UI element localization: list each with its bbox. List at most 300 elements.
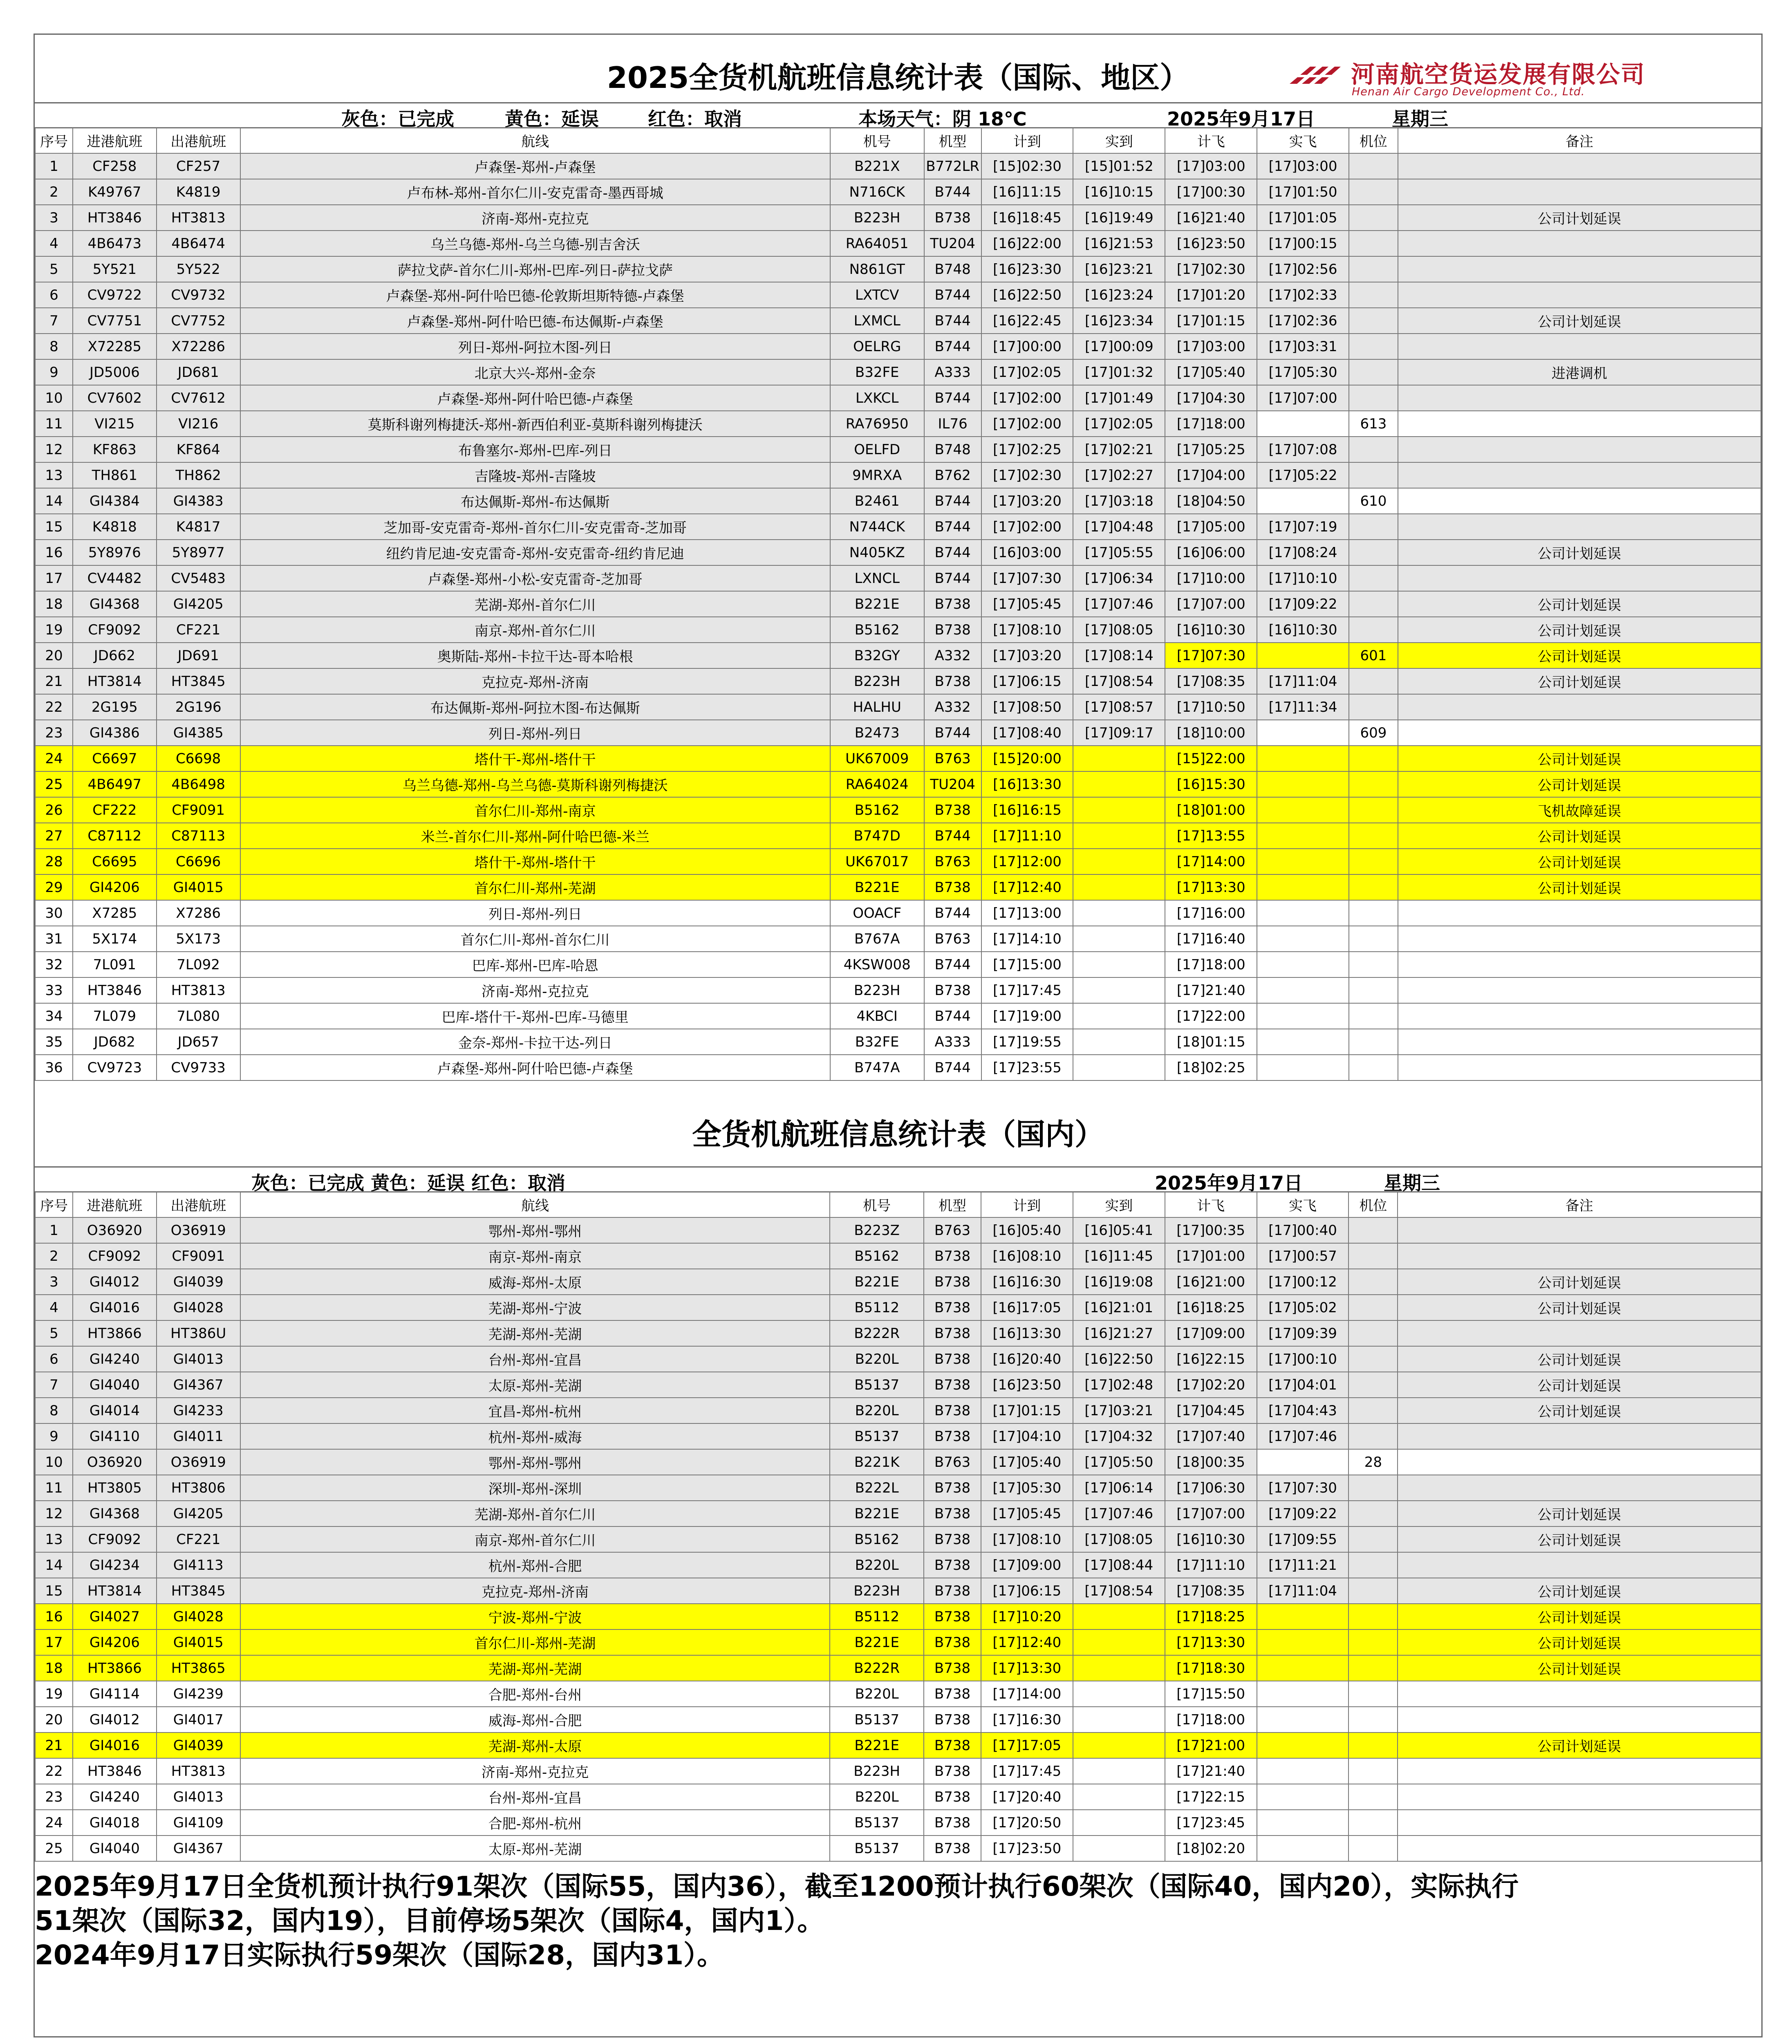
cell-aircraft-type: B744 bbox=[924, 565, 981, 591]
cell-sched-departure: [17]03:00 bbox=[1165, 153, 1257, 179]
column-header-sched-arrival: 计到 bbox=[981, 1192, 1073, 1217]
cell-seq: 16 bbox=[35, 540, 73, 565]
cell-route: 济南-郑州-克拉克 bbox=[240, 205, 830, 231]
cell-route: 奥斯陆-郑州-卡拉干达-哥本哈根 bbox=[240, 643, 830, 668]
cell-registration: B32FE bbox=[830, 359, 924, 385]
cell-actual-arrival bbox=[1073, 1784, 1165, 1810]
cell-registration: B767A bbox=[830, 926, 924, 952]
cell-remark bbox=[1398, 462, 1761, 488]
cell-actual-arrival bbox=[1073, 1029, 1165, 1055]
cell-actual-departure: [17]05:02 bbox=[1257, 1295, 1349, 1320]
company-logo bbox=[1286, 52, 1694, 101]
cell-outbound-flight: GI4011 bbox=[157, 1423, 240, 1449]
cell-seq: 3 bbox=[35, 1269, 73, 1295]
domestic-legend: 灰色：已完成 黄色：延误 红色：取消 bbox=[251, 1172, 566, 1194]
column-header-registration: 机号 bbox=[830, 1192, 924, 1217]
cell-actual-departure: [17]02:56 bbox=[1257, 256, 1349, 282]
cell-seq: 13 bbox=[35, 1526, 73, 1552]
cell-aircraft-type: B748 bbox=[924, 256, 981, 282]
cell-stand bbox=[1348, 1346, 1398, 1372]
cell-remark bbox=[1398, 1552, 1761, 1578]
cell-actual-departure bbox=[1257, 1629, 1349, 1655]
cell-stand bbox=[1348, 1655, 1398, 1681]
cell-sched-arrival: [17]12:40 bbox=[981, 874, 1073, 900]
cell-sched-departure: [16]10:30 bbox=[1165, 1526, 1257, 1552]
cell-seq: 36 bbox=[35, 1055, 73, 1080]
cell-sched-arrival: [16]20:40 bbox=[981, 1346, 1073, 1372]
cell-stand bbox=[1348, 1784, 1398, 1810]
cell-registration: B220L bbox=[830, 1398, 924, 1423]
cell-sched-departure: [17]01:20 bbox=[1165, 282, 1257, 308]
report-date: 2025年9月17日 bbox=[1167, 108, 1315, 130]
cell-sched-departure: [16]23:50 bbox=[1165, 231, 1257, 256]
domestic-flight-row bbox=[35, 1295, 1761, 1320]
cell-aircraft-type: B744 bbox=[924, 952, 981, 977]
cell-sched-arrival: [17]20:50 bbox=[981, 1810, 1073, 1836]
cell-seq: 15 bbox=[35, 1578, 73, 1604]
domestic-flight-table bbox=[35, 1191, 1761, 1862]
cell-actual-arrival bbox=[1073, 926, 1165, 952]
cell-seq: 2 bbox=[35, 1243, 73, 1269]
cell-sched-arrival: [16]22:00 bbox=[981, 231, 1073, 256]
cell-route: 威海-郑州-太原 bbox=[240, 1269, 830, 1295]
cell-stand bbox=[1349, 668, 1398, 694]
cell-remark: 公司计划延误 bbox=[1398, 1346, 1761, 1372]
cell-seq: 20 bbox=[35, 643, 73, 668]
cell-aircraft-type: B738 bbox=[924, 1836, 981, 1861]
cell-stand bbox=[1349, 797, 1398, 823]
cell-registration: HALHU bbox=[830, 694, 924, 720]
column-header-inbound-flight: 进港航班 bbox=[73, 1192, 157, 1217]
cell-sched-arrival: [17]05:40 bbox=[981, 1449, 1073, 1475]
cell-actual-departure: [17]04:43 bbox=[1257, 1398, 1349, 1423]
intl-flight-row bbox=[35, 797, 1761, 823]
cell-stand bbox=[1349, 205, 1398, 231]
domestic-flight-row bbox=[35, 1449, 1761, 1475]
cell-seq: 6 bbox=[35, 282, 73, 308]
cell-inbound-flight: VI215 bbox=[73, 411, 157, 437]
cell-inbound-flight: HT3814 bbox=[73, 1578, 157, 1604]
cell-actual-arrival bbox=[1073, 1604, 1165, 1629]
cell-actual-arrival: [17]04:32 bbox=[1073, 1423, 1165, 1449]
cell-outbound-flight: HT3813 bbox=[157, 977, 240, 1003]
cell-seq: 5 bbox=[35, 256, 73, 282]
column-header-outbound-flight: 出港航班 bbox=[157, 1192, 240, 1217]
cell-route: 纽约肯尼迪-安克雷奇-郑州-安克雷奇-纽约肯尼迪 bbox=[240, 540, 830, 565]
cell-sched-arrival: [17]00:00 bbox=[981, 334, 1073, 359]
cell-registration: LXNCL bbox=[830, 565, 924, 591]
cell-actual-departure: [17]09:22 bbox=[1257, 1501, 1349, 1526]
cell-inbound-flight: K49767 bbox=[73, 179, 157, 205]
cell-sched-departure: [16]18:25 bbox=[1165, 1295, 1257, 1320]
cell-route: 卢布林-郑州-首尔仁川-安克雷奇-墨西哥城 bbox=[240, 179, 830, 205]
intl-flight-row bbox=[35, 849, 1761, 874]
cell-actual-departure: [17]11:04 bbox=[1257, 1578, 1349, 1604]
cell-route: 卢森堡-郑州-阿什哈巴德-卢森堡 bbox=[240, 385, 830, 411]
cell-aircraft-type: B744 bbox=[924, 308, 981, 334]
cell-stand: 609 bbox=[1349, 720, 1398, 746]
cell-sched-departure: [17]18:00 bbox=[1165, 411, 1257, 437]
cell-stand bbox=[1349, 1055, 1398, 1080]
cell-registration: RA64051 bbox=[830, 231, 924, 256]
column-header-stand: 机位 bbox=[1349, 128, 1398, 153]
cell-aircraft-type: B738 bbox=[924, 1423, 981, 1449]
cell-registration: OELRG bbox=[830, 334, 924, 359]
cell-registration: B2473 bbox=[830, 720, 924, 746]
cell-seq: 25 bbox=[35, 1836, 73, 1861]
cell-stand bbox=[1348, 1578, 1398, 1604]
cell-seq: 31 bbox=[35, 926, 73, 952]
column-header-registration: 机号 bbox=[830, 128, 924, 153]
legend-red: 红色：取消 bbox=[648, 108, 742, 130]
cell-sched-arrival: [17]14:00 bbox=[981, 1681, 1073, 1707]
cell-sched-arrival: [17]17:45 bbox=[981, 1758, 1073, 1784]
cell-remark: 公司计划延误 bbox=[1398, 1398, 1761, 1423]
cell-stand: 610 bbox=[1349, 488, 1398, 514]
intl-legend-row bbox=[35, 102, 1761, 128]
cell-actual-arrival bbox=[1073, 849, 1165, 874]
cell-sched-arrival: [17]17:45 bbox=[981, 977, 1073, 1003]
cell-actual-arrival: [16]23:24 bbox=[1073, 282, 1165, 308]
cell-seq: 10 bbox=[35, 385, 73, 411]
cell-sched-arrival: [17]15:00 bbox=[981, 952, 1073, 977]
cell-sched-arrival: [17]02:25 bbox=[981, 437, 1073, 462]
cell-aircraft-type: B744 bbox=[924, 823, 981, 849]
cell-registration: B223H bbox=[830, 205, 924, 231]
cell-registration: B32FE bbox=[830, 1029, 924, 1055]
cell-actual-arrival: [17]08:54 bbox=[1073, 668, 1165, 694]
cell-seq: 3 bbox=[35, 205, 73, 231]
cell-stand: 613 bbox=[1349, 411, 1398, 437]
domestic-flight-row bbox=[35, 1629, 1761, 1655]
cell-outbound-flight: GI4028 bbox=[157, 1295, 240, 1320]
cell-outbound-flight: CF9091 bbox=[157, 1243, 240, 1269]
cell-remark bbox=[1398, 282, 1761, 308]
domestic-flight-row bbox=[35, 1346, 1761, 1372]
cell-route: 深圳-郑州-深圳 bbox=[240, 1475, 830, 1501]
cell-stand bbox=[1348, 1604, 1398, 1629]
cell-registration: 9MRXA bbox=[830, 462, 924, 488]
cell-actual-arrival bbox=[1073, 874, 1165, 900]
cell-aircraft-type: B738 bbox=[924, 1732, 981, 1758]
cell-sched-arrival: [17]02:00 bbox=[981, 385, 1073, 411]
cell-actual-departure: [17]01:05 bbox=[1257, 205, 1349, 231]
cell-route: 布鲁塞尔-郑州-巴库-列日 bbox=[240, 437, 830, 462]
intl-flight-row bbox=[35, 153, 1761, 179]
cell-route: 卢森堡-郑州-阿什哈巴德-布达佩斯-卢森堡 bbox=[240, 308, 830, 334]
cell-route: 宜昌-郑州-杭州 bbox=[240, 1398, 830, 1423]
summary-line-2: 51架次（国际32，国内19），目前停场5架次（国际4，国内1）。 bbox=[35, 1905, 824, 1936]
cell-remark: 公司计划延误 bbox=[1398, 205, 1761, 231]
cell-sched-arrival: [16]03:00 bbox=[981, 540, 1073, 565]
cell-sched-arrival: [16]18:45 bbox=[981, 205, 1073, 231]
cell-route: 济南-郑州-克拉克 bbox=[240, 1758, 830, 1784]
cell-sched-departure: [17]22:00 bbox=[1165, 1003, 1257, 1029]
cell-inbound-flight: GI4016 bbox=[73, 1732, 157, 1758]
cell-aircraft-type: B738 bbox=[924, 1758, 981, 1784]
cell-actual-departure bbox=[1257, 720, 1349, 746]
cell-actual-arrival: [17]02:48 bbox=[1073, 1372, 1165, 1398]
cell-actual-departure: [16]10:30 bbox=[1257, 617, 1349, 643]
cell-actual-arrival: [17]08:05 bbox=[1073, 617, 1165, 643]
cell-seq: 21 bbox=[35, 668, 73, 694]
domestic-flight-row bbox=[35, 1269, 1761, 1295]
intl-flight-table bbox=[35, 127, 1761, 1081]
intl-flight-row bbox=[35, 900, 1761, 926]
cell-remark bbox=[1398, 977, 1761, 1003]
cell-actual-arrival bbox=[1073, 1707, 1165, 1732]
cell-inbound-flight: X72285 bbox=[73, 334, 157, 359]
cell-outbound-flight: CF257 bbox=[157, 153, 240, 179]
cell-actual-arrival: [17]06:34 bbox=[1073, 565, 1165, 591]
intl-flight-row bbox=[35, 617, 1761, 643]
cell-aircraft-type: B744 bbox=[924, 1055, 981, 1080]
cell-route: 南京-郑州-首尔仁川 bbox=[240, 617, 830, 643]
cell-aircraft-type: B738 bbox=[924, 1784, 981, 1810]
cell-actual-departure bbox=[1257, 1681, 1349, 1707]
cell-sched-departure: [17]02:30 bbox=[1165, 256, 1257, 282]
cell-sched-departure: [16]10:30 bbox=[1165, 617, 1257, 643]
cell-actual-departure bbox=[1257, 900, 1349, 926]
cell-remark bbox=[1398, 256, 1761, 282]
intl-flight-row bbox=[35, 1003, 1761, 1029]
cell-actual-departure bbox=[1257, 1836, 1349, 1861]
cell-stand bbox=[1349, 153, 1398, 179]
cell-aircraft-type: B763 bbox=[924, 849, 981, 874]
cell-inbound-flight: CV7602 bbox=[73, 385, 157, 411]
cell-route: 济南-郑州-克拉克 bbox=[240, 977, 830, 1003]
cell-stand bbox=[1349, 282, 1398, 308]
cell-sched-arrival: [17]11:10 bbox=[981, 823, 1073, 849]
cell-outbound-flight: CV9732 bbox=[157, 282, 240, 308]
cell-actual-departure: [17]05:30 bbox=[1257, 359, 1349, 385]
cell-sched-departure: [17]07:40 bbox=[1165, 1423, 1257, 1449]
cell-registration: B221E bbox=[830, 874, 924, 900]
cell-aircraft-type: B738 bbox=[924, 1810, 981, 1836]
cell-actual-arrival bbox=[1073, 977, 1165, 1003]
cell-remark: 公司计划延误 bbox=[1398, 823, 1761, 849]
cell-actual-arrival bbox=[1073, 771, 1165, 797]
cell-route: 芜湖-郑州-芜湖 bbox=[240, 1655, 830, 1681]
cell-sched-departure: [17]10:50 bbox=[1165, 694, 1257, 720]
cell-remark bbox=[1398, 1836, 1761, 1861]
domestic-flight-row bbox=[35, 1552, 1761, 1578]
cell-remark bbox=[1398, 153, 1761, 179]
cell-seq: 24 bbox=[35, 1810, 73, 1836]
cell-aircraft-type: IL76 bbox=[924, 411, 981, 437]
cell-actual-arrival bbox=[1073, 1681, 1165, 1707]
cell-stand bbox=[1348, 1836, 1398, 1861]
cell-actual-arrival: [17]02:27 bbox=[1073, 462, 1165, 488]
column-header-sched-arrival: 计到 bbox=[981, 128, 1073, 153]
cell-inbound-flight: GI4012 bbox=[73, 1707, 157, 1732]
cell-actual-departure: [17]02:36 bbox=[1257, 308, 1349, 334]
cell-aircraft-type: B738 bbox=[924, 1629, 981, 1655]
cell-sched-departure: [18]10:00 bbox=[1165, 720, 1257, 746]
cell-actual-departure: [17]11:34 bbox=[1257, 694, 1349, 720]
cell-seq: 18 bbox=[35, 591, 73, 617]
cell-outbound-flight: GI4367 bbox=[157, 1372, 240, 1398]
cell-aircraft-type: B738 bbox=[924, 1578, 981, 1604]
cell-sched-departure: [16]21:00 bbox=[1165, 1269, 1257, 1295]
cell-registration: RA76950 bbox=[830, 411, 924, 437]
domestic-title: 全货机航班信息统计表（国内） bbox=[692, 1117, 1104, 1152]
cell-outbound-flight: HT3845 bbox=[157, 668, 240, 694]
domestic-flight-row bbox=[35, 1243, 1761, 1269]
cell-seq: 17 bbox=[35, 565, 73, 591]
cell-actual-departure: [17]03:00 bbox=[1257, 153, 1349, 179]
cell-actual-arrival: [16]23:21 bbox=[1073, 256, 1165, 282]
cell-aircraft-type: B738 bbox=[924, 1398, 981, 1423]
cell-remark: 公司计划延误 bbox=[1398, 591, 1761, 617]
cell-stand bbox=[1349, 926, 1398, 952]
cell-seq: 16 bbox=[35, 1604, 73, 1629]
cell-sched-arrival: [17]10:20 bbox=[981, 1604, 1073, 1629]
cell-sched-arrival: [16]11:15 bbox=[981, 179, 1073, 205]
cell-route: 南京-郑州-南京 bbox=[240, 1243, 830, 1269]
cell-outbound-flight: CF221 bbox=[157, 617, 240, 643]
cell-seq: 12 bbox=[35, 437, 73, 462]
cell-inbound-flight: CF222 bbox=[73, 797, 157, 823]
cell-registration: LXMCL bbox=[830, 308, 924, 334]
cell-seq: 21 bbox=[35, 1732, 73, 1758]
cell-remark bbox=[1398, 437, 1761, 462]
cell-inbound-flight: GI4016 bbox=[73, 1295, 157, 1320]
cell-seq: 14 bbox=[35, 1552, 73, 1578]
domestic-flight-row bbox=[35, 1604, 1761, 1629]
cell-seq: 26 bbox=[35, 797, 73, 823]
cell-stand bbox=[1348, 1681, 1398, 1707]
cell-sched-arrival: [17]01:15 bbox=[981, 1398, 1073, 1423]
cell-registration: N716CK bbox=[830, 179, 924, 205]
cell-registration: B32GY bbox=[830, 643, 924, 668]
cell-actual-departure bbox=[1257, 1784, 1349, 1810]
cell-stand bbox=[1348, 1217, 1398, 1243]
cell-registration: B5162 bbox=[830, 1526, 924, 1552]
cell-stand bbox=[1349, 694, 1398, 720]
cell-inbound-flight: JD682 bbox=[73, 1029, 157, 1055]
logo-company-name: 河南航空货运发展有限公司 bbox=[1351, 61, 1646, 88]
cell-outbound-flight: GI4205 bbox=[157, 1501, 240, 1526]
cell-sched-arrival: [17]14:10 bbox=[981, 926, 1073, 952]
domestic-flight-row bbox=[35, 1758, 1761, 1784]
cell-stand bbox=[1349, 746, 1398, 771]
cell-route: 列日-郑州-列日 bbox=[240, 900, 830, 926]
column-header-inbound-flight: 进港航班 bbox=[73, 128, 157, 153]
cell-aircraft-type: B772LR bbox=[924, 153, 981, 179]
cell-sched-arrival: [16]13:30 bbox=[981, 1320, 1073, 1346]
cell-remark bbox=[1398, 514, 1761, 540]
cell-sched-arrival: [17]02:00 bbox=[981, 514, 1073, 540]
cell-sched-arrival: [17]07:30 bbox=[981, 565, 1073, 591]
cell-remark: 公司计划延误 bbox=[1398, 1732, 1761, 1758]
cell-inbound-flight: C87112 bbox=[73, 823, 157, 849]
column-header-aircraft-type: 机型 bbox=[924, 1192, 981, 1217]
summary-line-3: 2024年9月17日实际执行59架次（国际28，国内31）。 bbox=[35, 1939, 724, 1971]
cell-actual-arrival: [17]06:14 bbox=[1073, 1475, 1165, 1501]
cell-sched-arrival: [17]03:20 bbox=[981, 488, 1073, 514]
cell-sched-departure: [17]01:00 bbox=[1165, 1243, 1257, 1269]
cell-registration: B222R bbox=[830, 1320, 924, 1346]
cell-sched-arrival: [17]05:30 bbox=[981, 1475, 1073, 1501]
cell-outbound-flight: 7L092 bbox=[157, 952, 240, 977]
intl-flight-row bbox=[35, 411, 1761, 437]
cell-outbound-flight: JD657 bbox=[157, 1029, 240, 1055]
cell-registration: B2461 bbox=[830, 488, 924, 514]
cell-remark bbox=[1398, 1055, 1761, 1080]
cell-aircraft-type: B738 bbox=[924, 977, 981, 1003]
cell-outbound-flight: HT3845 bbox=[157, 1578, 240, 1604]
cell-actual-departure bbox=[1257, 1003, 1349, 1029]
cell-registration: N405KZ bbox=[830, 540, 924, 565]
cell-inbound-flight: GI4012 bbox=[73, 1269, 157, 1295]
cell-route: 台州-郑州-宜昌 bbox=[240, 1784, 830, 1810]
cell-actual-departure: [17]09:55 bbox=[1257, 1526, 1349, 1552]
column-header-route: 航线 bbox=[240, 1192, 830, 1217]
cell-aircraft-type: B738 bbox=[924, 1346, 981, 1372]
cell-outbound-flight: HT3806 bbox=[157, 1475, 240, 1501]
cell-sched-arrival: [17]06:15 bbox=[981, 1578, 1073, 1604]
cell-aircraft-type: B763 bbox=[924, 1217, 981, 1243]
cell-outbound-flight: GI4383 bbox=[157, 488, 240, 514]
cell-inbound-flight: TH861 bbox=[73, 462, 157, 488]
cell-actual-arrival: [17]08:14 bbox=[1073, 643, 1165, 668]
cell-outbound-flight: 2G196 bbox=[157, 694, 240, 720]
intl-flight-row bbox=[35, 359, 1761, 385]
cell-stand bbox=[1349, 1003, 1398, 1029]
cell-sched-arrival: [17]05:45 bbox=[981, 1501, 1073, 1526]
summary-line-1: 2025年9月17日全货机预计执行91架次（国际55，国内36），截至1200预计执行60架次（国际40，国内20），实际执行 bbox=[35, 1871, 1519, 1902]
cell-seq: 35 bbox=[35, 1029, 73, 1055]
cell-sched-arrival: [17]13:30 bbox=[981, 1655, 1073, 1681]
cell-inbound-flight: GI4206 bbox=[73, 874, 157, 900]
cell-outbound-flight: GI4039 bbox=[157, 1732, 240, 1758]
cell-stand bbox=[1348, 1475, 1398, 1501]
cell-inbound-flight: HT3846 bbox=[73, 977, 157, 1003]
cell-sched-arrival: [16]22:45 bbox=[981, 308, 1073, 334]
cell-inbound-flight: C6695 bbox=[73, 849, 157, 874]
cell-outbound-flight: GI4015 bbox=[157, 874, 240, 900]
legend-gray: 灰色：已完成 bbox=[341, 108, 454, 130]
cell-remark: 公司计划延误 bbox=[1398, 1372, 1761, 1398]
cell-actual-arrival: [17]03:18 bbox=[1073, 488, 1165, 514]
domestic-flight-row bbox=[35, 1655, 1761, 1681]
cell-stand bbox=[1348, 1243, 1398, 1269]
cell-seq: 19 bbox=[35, 617, 73, 643]
cell-actual-departure: [17]00:40 bbox=[1257, 1217, 1349, 1243]
cell-actual-departure: [17]07:19 bbox=[1257, 514, 1349, 540]
cell-aircraft-type: TU204 bbox=[924, 771, 981, 797]
cell-route: 太原-郑州-芜湖 bbox=[240, 1836, 830, 1861]
cell-outbound-flight: 5Y8977 bbox=[157, 540, 240, 565]
cell-aircraft-type: B738 bbox=[924, 1372, 981, 1398]
cell-registration: B5137 bbox=[830, 1810, 924, 1836]
cell-remark: 公司计划延误 bbox=[1398, 1629, 1761, 1655]
intl-flight-row bbox=[35, 591, 1761, 617]
cell-route: 芜湖-郑州-太原 bbox=[240, 1732, 830, 1758]
cell-route: 布达佩斯-郑州-阿拉木图-布达佩斯 bbox=[240, 694, 830, 720]
column-header-actual-arrival: 实到 bbox=[1073, 128, 1165, 153]
cell-actual-arrival: [16]22:50 bbox=[1073, 1346, 1165, 1372]
cell-actual-departure bbox=[1257, 1449, 1349, 1475]
cell-registration: B223H bbox=[830, 668, 924, 694]
cell-sched-arrival: [17]23:50 bbox=[981, 1836, 1073, 1861]
cell-sched-departure: [16]21:40 bbox=[1165, 205, 1257, 231]
cell-sched-departure: [17]04:45 bbox=[1165, 1398, 1257, 1423]
cell-actual-arrival: [16]11:45 bbox=[1073, 1243, 1165, 1269]
cell-sched-departure: [18]02:25 bbox=[1165, 1055, 1257, 1080]
cell-aircraft-type: B738 bbox=[924, 1526, 981, 1552]
